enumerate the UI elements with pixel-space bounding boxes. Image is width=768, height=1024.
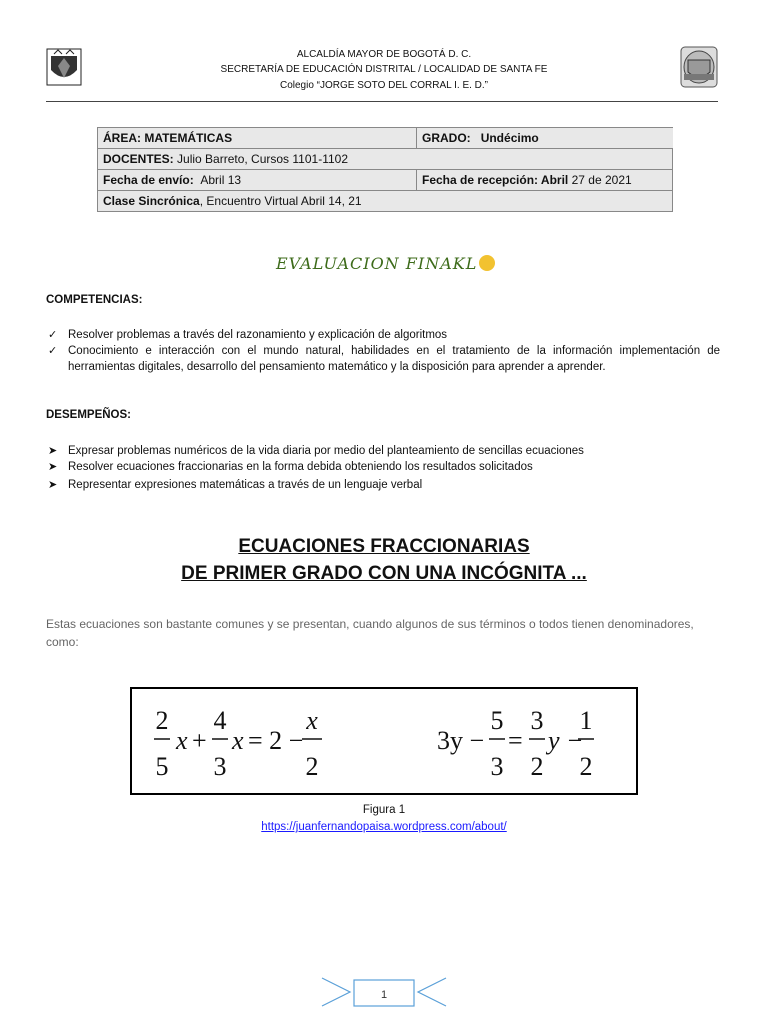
- eq2-lead: 3y −: [437, 726, 485, 755]
- header-line-1: ALCALDÍA MAYOR DE BOGOTÁ D. C.: [296, 49, 472, 60]
- clase-value: , Encuentro Virtual Abril 14, 21: [199, 194, 362, 208]
- competencias-title: COMPETENCIAS:: [46, 294, 143, 306]
- equations-box: [130, 687, 638, 795]
- desempeno-item: Resolver ecuaciones fraccionarias en la forma debida obteniendo los resultados solicitados: [68, 461, 533, 473]
- envio-label: Fecha de envío:: [103, 173, 194, 187]
- evaluation-title: [276, 254, 495, 273]
- eq1-var-2: x: [232, 726, 244, 755]
- eq1-var-1: x: [176, 726, 188, 755]
- main-title-line-2: DE PRIMER GRADO CON UNA INCÓGNITA ...: [181, 563, 587, 584]
- header-divider: [46, 101, 718, 102]
- page-number: 1: [380, 989, 388, 1001]
- main-title-line-1: ECUACIONES FRACCIONARIAS: [238, 536, 530, 557]
- area-label: ÁREA: MATEMÁTICAS: [103, 131, 233, 145]
- desempenos-title: DESEMPEÑOS:: [46, 409, 131, 421]
- eq2-frac-a-num: 5: [490, 706, 504, 735]
- eq1-frac-b-num: 4: [213, 706, 227, 735]
- eq2-frac-b-den: 2: [530, 752, 544, 781]
- header-line-3: Colegio “JORGE SOTO DEL CORRAL I. E. D.”: [279, 80, 488, 91]
- recepcion-label: Fecha de recepción: Abril: [422, 173, 569, 187]
- grado-label: GRADO:: [422, 131, 471, 145]
- eq1-frac-a-den: 5: [155, 752, 169, 781]
- eq2-frac-b-num: 3: [530, 706, 544, 735]
- eq2-var: y −: [548, 726, 584, 755]
- header-line-2: SECRETARÍA DE EDUCACIÓN DISTRITAL / LOCALIDAD DE SANTA FE: [220, 64, 548, 75]
- eq1-frac-b-den: 3: [213, 752, 227, 781]
- evaluation-title-text: EVALUACION FINAKL: [276, 254, 478, 273]
- info-table: [97, 127, 673, 212]
- eq2-equals: =: [508, 726, 523, 755]
- eq1-equals: = 2 −: [248, 726, 304, 755]
- figure-source-link[interactable]: https://juanfernandopaisa.wordpress.com/about/: [261, 821, 507, 833]
- eq1-frac-c-num: x: [306, 706, 318, 735]
- recepcion-value: 27 de 2021: [571, 173, 632, 187]
- envio-value: Abril 13: [200, 173, 242, 187]
- eq1-plus: +: [192, 726, 207, 755]
- arrow-bullet-icon: ➤: [48, 479, 58, 491]
- competencia-item: Conocimiento e interacción con el mundo natural, habilidades en el tratamiento de la información implementación de herramientas digitales, desarrollo del pensamiento matemático y la disposición para aprender a aprender.: [68, 345, 720, 373]
- sad-face-emoji-icon: [479, 255, 495, 271]
- arrow-bullet-icon: ➤: [48, 445, 58, 457]
- figure-caption: Figura 1: [362, 804, 406, 816]
- arrow-bullet-icon: ➤: [48, 461, 58, 473]
- intro-paragraph: Estas ecuaciones son bastante comunes y se presentan, cuando algunos de sus términos o todos tienen denominadores, como:: [46, 617, 694, 649]
- docentes-label: DOCENTES:: [103, 152, 174, 166]
- desempeno-item: Expresar problemas numéricos de la vida diaria por medio del planteamiento de sencillas ecuaciones: [68, 445, 584, 457]
- page-number-ornament: [320, 972, 448, 1012]
- eq2-frac-a-den: 3: [490, 752, 504, 781]
- eq2-frac-c-den: 2: [579, 752, 593, 781]
- docentes-value: Julio Barreto, Cursos 1101-1102: [177, 152, 348, 166]
- competencia-item: Resolver problemas a través del razonamiento y explicación de algoritmos: [68, 329, 448, 341]
- eq2-frac-c-num: 1: [579, 706, 593, 735]
- checkmark-icon: ✓: [48, 329, 58, 341]
- clase-label: Clase Sincrónica: [103, 194, 200, 208]
- checkmark-icon: ✓: [48, 345, 58, 357]
- equations-figure: [132, 689, 636, 793]
- grado-value: Undécimo: [480, 131, 539, 145]
- desempeno-item: Representar expresiones matemáticas a través de un lenguaje verbal: [68, 479, 423, 491]
- eq1-frac-c-den: 2: [305, 752, 319, 781]
- eq1-frac-a-num: 2: [155, 706, 169, 735]
